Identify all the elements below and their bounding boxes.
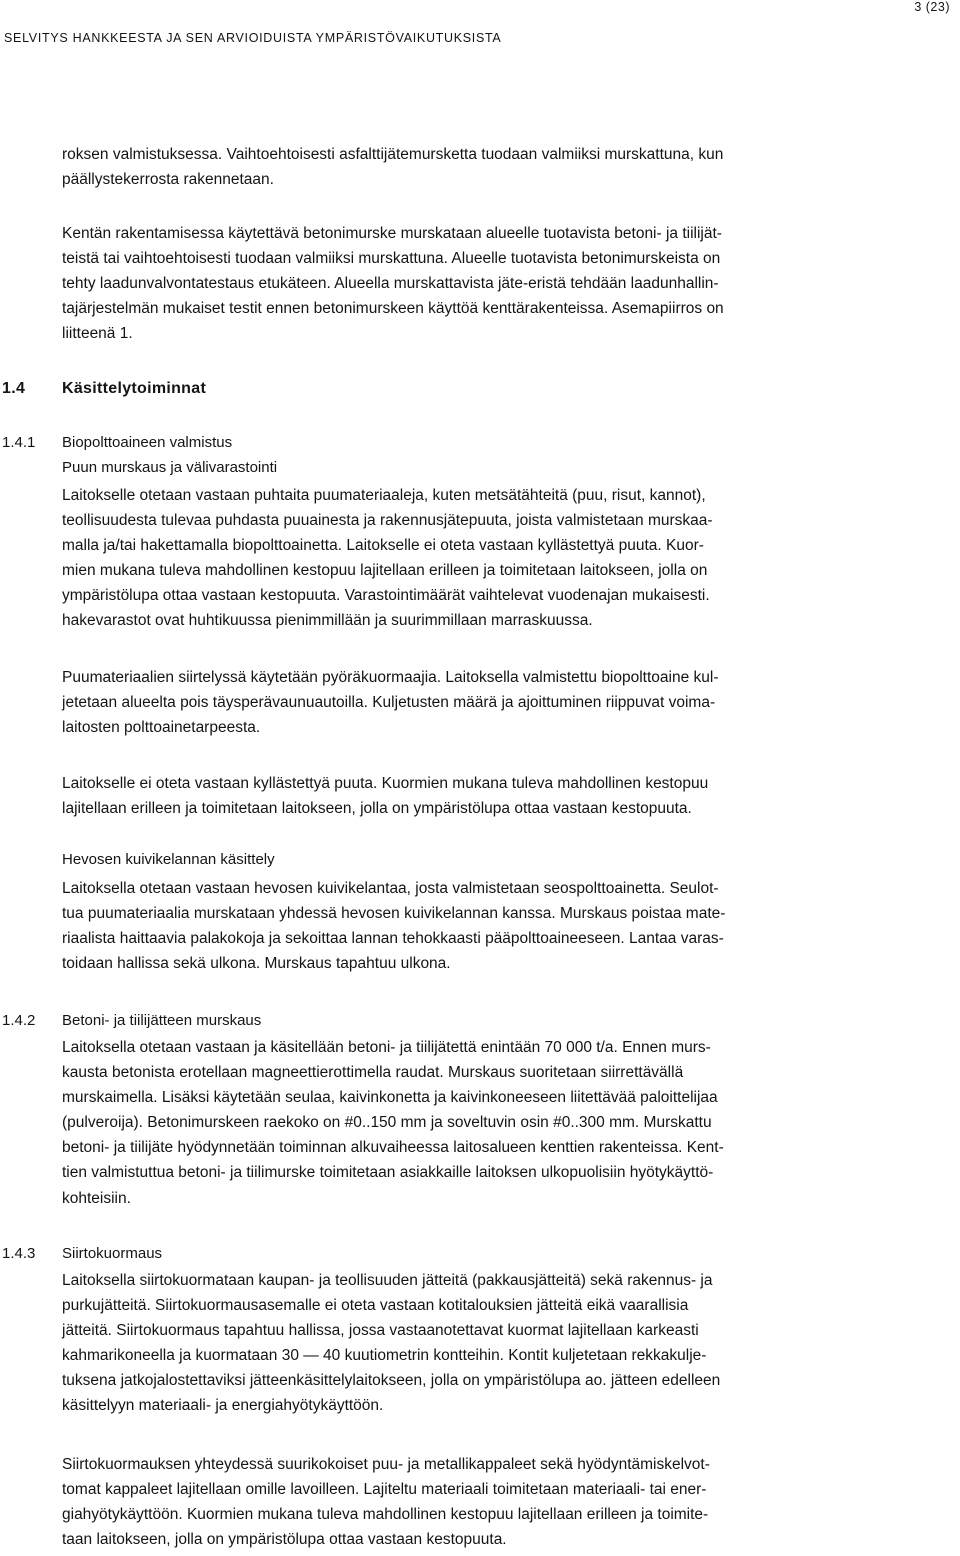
text-line: kahmarikoneella ja kuormataan 30 — 40 kuutiometrin kontteihin. Kontit kuljetetaan rekkakulje- — [62, 1347, 707, 1365]
text-line: giahyötykäyttöön. Kuormien mukana tuleva mahdollinen kestopuu lajitellaan erilleen ja toimite- — [62, 1506, 709, 1524]
text-line: jetetaan alueelta pois täysperävaunuautoilla. Kuljetusten määrä ja ajoittuminen riippuvat voima- — [62, 694, 716, 712]
subsection-number: 1.4.2 — [2, 1012, 36, 1029]
section-heading — [2, 380, 207, 398]
paragraph-horse-manure — [62, 876, 958, 976]
paragraph-sorting — [62, 1452, 958, 1552]
text-line: purkujätteitä. Siirtokuormausasemalle ei oteta vastaan kotitalouksien jätteitä eikä vaarallisia — [62, 1297, 689, 1315]
text-line: Siirtokuormauksen yhteydessä suurikokoiset puu- ja metallikappaleet sekä hyödyntämiskelvot- — [62, 1456, 710, 1473]
text-line: Laitoksella otetaan vastaan hevosen kuivikelantaa, josta valmistetaan seospolttoainetta. Seulot- — [62, 880, 719, 897]
text-line: malla ja/tai hakettamalla biopolttoainetta. Laitokselle ei oteta vastaan kyllästettyä puuta. Kuor- — [62, 537, 704, 555]
text-line: (pulveroija). Betonimurskeen raekoko on #0..150 mm ja soveltuvin osin #0..300 mm. Murskattu — [62, 1114, 712, 1132]
subsection-title: Siirtokuormaus — [62, 1245, 163, 1262]
document-header: SELVITYS HANKKEESTA JA SEN ARVIOIDUISTA YMPÄRISTÖVAIKUTUKSISTA — [4, 31, 502, 45]
section-title: Käsittelytoiminnat — [62, 380, 207, 397]
subheading: Puun murskaus ja välivarastointi — [62, 459, 278, 476]
text-line: Laitoksella otetaan vastaan ja käsitellään betoni- ja tiilijätettä enintään 70 000 t/a. Ennen murs- — [62, 1039, 711, 1056]
text-line: Laitokselle ei oteta vastaan kyllästettyä puuta. Kuormien mukana tuleva mahdollinen kestopuu — [62, 775, 709, 792]
text-line: jätteitä. Siirtokuormaus tapahtuu hallissa, jossa vastaanotettavat kuormat lajitellaan karkeasti — [62, 1322, 699, 1340]
paragraph-concrete-brick — [62, 1035, 958, 1211]
text-line: teollisuudesta tulevaa puhdasta puuainesta ja rakennusjätepuuta, joista valmistetaan murskaa- — [62, 512, 713, 530]
text-line: Laitoksella siirtokuormataan kaupan- ja teollisuuden jätteitä (pakkausjätteitä) sekä rakennus- ja — [62, 1272, 713, 1289]
text-line: tehty laadunvalvontatestaus etukäteen. Alueella murskattavista jäte-eristä tehdään laadunhallin- — [62, 275, 719, 293]
paragraph-concrete-crushing — [62, 221, 958, 346]
paragraph-crushing-asphalt — [62, 142, 958, 192]
paragraph-transfer-loading — [62, 1268, 958, 1419]
text-line: tuksena jatkojalostettaviksi jätteenkäsittelylaitokseen, jolla on ympäristölupa ao. jätteen edelleen — [62, 1372, 721, 1390]
text-line: hakevarastot ovat huhtikuussa pienimmillään ja suurimmillaan marraskuussa. — [62, 612, 593, 630]
text-line: kohteisiin. — [62, 1189, 131, 1207]
text-line: mien mukana tuleva mahdollinen kestopuu lajitellaan erilleen ja toimitetaan laitokseen, jolla on — [62, 562, 708, 580]
text-line: murskaimella. Lisäksi käytetään seulaa, kaivinkonetta ja kaivinkoneeseen liitettävää paloittelijaa — [62, 1089, 718, 1107]
text-line: tomat kappaleet lajitellaan omille lavoilleen. Lajiteltu materiaali toimitetaan materiaali- tai ener- — [62, 1481, 707, 1499]
text-line: Puumateriaalien siirtelyssä käytetään pyöräkuormaajia. Laitoksella valmistettu biopolttoaine kul- — [62, 669, 719, 686]
paragraph-treated-wood — [62, 771, 958, 821]
text-line: tajärjestelmän mukaiset testit ennen betonimurskeen käyttöä kenttärakenteissa. Asemapiirros on — [62, 300, 724, 318]
page-number: 3 (23) — [914, 0, 950, 14]
text-line: ympäristölupa ottaa vastaan kestopuuta. Varastointimäärät vaihtelevat vuodenajan mukaisesti. — [62, 587, 710, 605]
text-line: taan laitokseen, jolla on ympäristölupa ottaa vastaan kestopuuta. — [62, 1531, 507, 1549]
text-line: teistä tai vaihtoehtoisesti tuodaan valmiiksi murskattuna. Alueelle tuotavista betonimurskeista on — [62, 250, 721, 268]
subsection-number: 1.4.3 — [2, 1245, 36, 1262]
text-line: laitosten polttoainetarpeesta. — [62, 719, 261, 737]
text-line: lajitellaan erilleen ja toimitetaan laitokseen, jolla on ympäristölupa ottaa vastaan kestopuuta. — [62, 800, 692, 818]
subsection-title: Betoni- ja tiilijätteen murskaus — [62, 1012, 262, 1029]
paragraph-wood-reception — [62, 483, 958, 634]
section-number: 1.4 — [2, 380, 26, 397]
text-line: liitteenä 1. — [62, 325, 133, 343]
text-line: toidaan hallissa sekä ulkona. Murskaus tapahtuu ulkona. — [62, 955, 451, 973]
text-line: roksen valmistuksessa. Vaihtoehtoisesti asfalttijätemursketta tuodaan valmiiksi murskattuna, kun — [62, 146, 724, 163]
subheading: Hevosen kuivikelannan käsittely — [62, 851, 275, 868]
text-line: kausta betonista erotellaan magneettierottimella raudat. Murskaus suoritetaan siirrettävällä — [62, 1064, 684, 1082]
text-line: päällystekerrosta rakennetaan. — [62, 171, 274, 189]
text-line: tien valmistuttua betoni- ja tiilimurske toimitetaan asiakkaille laitoksen ulkopuolisiin hyötykäyttö- — [62, 1164, 714, 1182]
text-line: tua puumateriaalia murskataan yhdessä hevosen kuivikelannan kanssa. Murskaus poistaa mate- — [62, 905, 726, 923]
text-line: betoni- ja tiilijäte hyödynnetään toiminnan alkuvaiheessa laitosalueen kenttien rakenteissa. Kent- — [62, 1139, 724, 1157]
text-line: riaalista haittaavia palakokoja ja sekoittaa lannan tehokkaasti pääpolttoaineeseen. Lantaa varas- — [62, 930, 724, 948]
text-line: Laitokselle otetaan vastaan puhtaita puumateriaaleja, kuten metsätähteitä (puu, risut, kannot), — [62, 487, 706, 504]
text-line: käsittelyyn materiaali- ja energiahyötykäyttöön. — [62, 1397, 384, 1415]
text-line: Kentän rakentamisessa käytettävä betonimurske murskataan alueelle tuotavista betoni- ja tiilijät- — [62, 225, 722, 242]
subsection-number: 1.4.1 — [2, 434, 36, 451]
paragraph-wood-transport — [62, 665, 958, 740]
subsection-title: Biopolttoaineen valmistus — [62, 434, 233, 451]
